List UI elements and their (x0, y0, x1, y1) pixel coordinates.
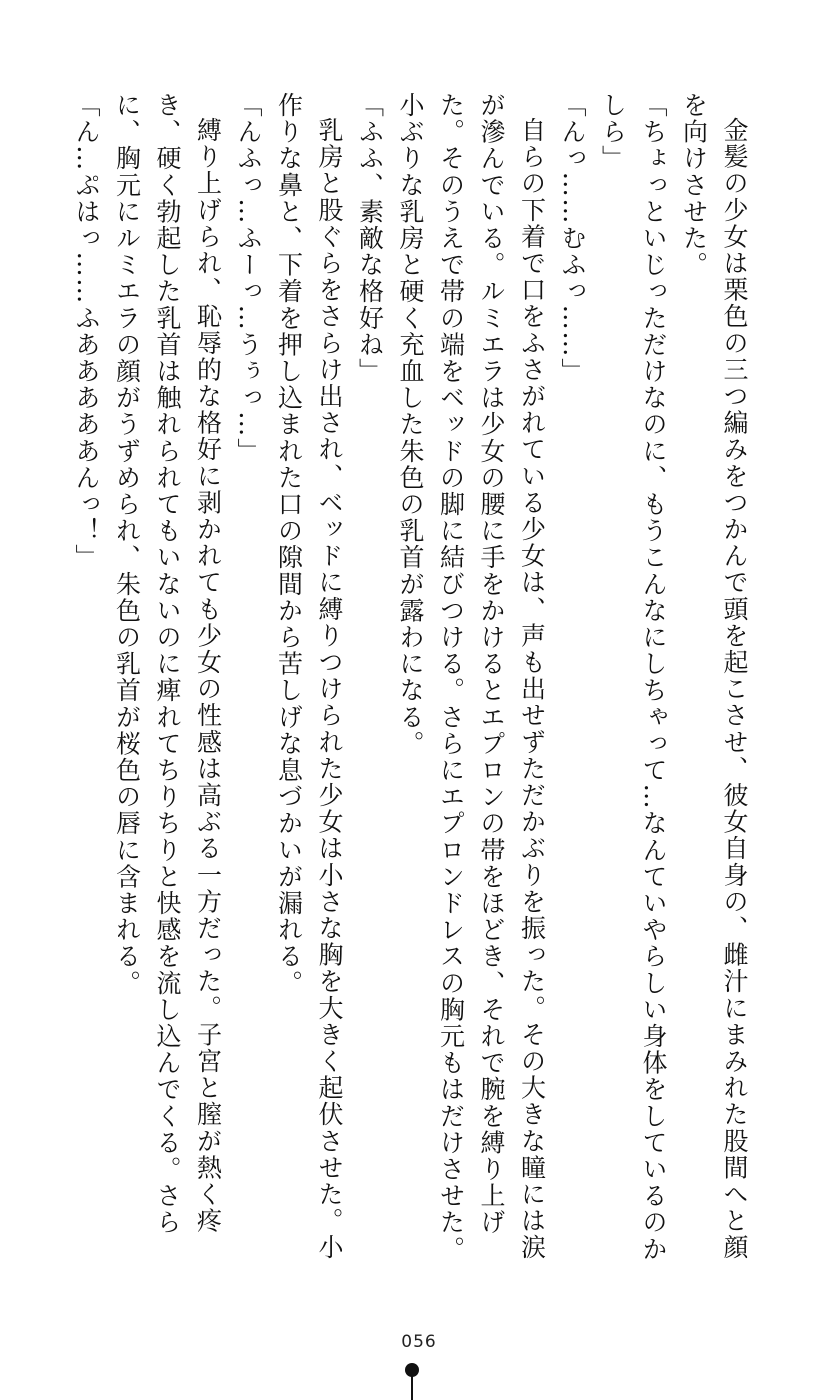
page-number: 056 (401, 1332, 437, 1352)
paragraph-dialogue-5: 「ん…ぷはっ……ふあああああんっ！」 (72, 92, 101, 571)
paragraph-dialogue-3: 「ふふ、素敵な格好ね」 (355, 92, 385, 385)
paragraph-narration-4: 縛り上げられ、恥辱的な格好に剥かれても少女の性感は高ぶる一方だった。子宮と膣が熱く疼き、硬く勃起した乳首は触れられてもいないのに痺れてちりちりと快感を流し込んでくる。さらに、胸元にルミエラの顔がうずめられ、朱色の乳首が桜色の唇に含まれる。 (112, 92, 223, 1236)
vertical-text-block (64, 92, 754, 1272)
paragraph-narration-3: 乳房と股ぐらをさらけ出され、ベッドに縛りつけられた少女は小さな胸を大きく起伏させた。小作りな鼻と、下着を押し込まれた口の隙間から苦しげな息づかいが漏れる。 (274, 92, 344, 1261)
folio-dot-ornament (405, 1363, 419, 1377)
paragraph-narration-1: 金髪の少女は栗色の三つ編みをつかんで頭を起こさせ、彼女自身の、雌汁にまみれた股間へと顔を向けさせた。 (679, 92, 749, 1261)
paragraph-dialogue-1: 「ちょっといじっただけなのに、もうこんなにしちゃって…なんていやらしい身体をしているのかしら」 (598, 92, 668, 1263)
paragraph-dialogue-4: 「んふっ…ふーっ…うぅっ…」 (234, 92, 263, 465)
paragraph-narration-2: 自らの下着で口をふさがれている少女は、声も出せずただかぶりを振った。その大きな瞳には涙が滲んでいる。ルミエラは少女の腰に手をかけるとエプロンの帯をほどき、それで腕を縛り上げた。そのうえで帯の端をベッドの脚に結びつける。さらにエプロンドレスの胸元もはだけさせた。小ぶりな乳房と硬く充血した朱色の乳首が露わになる。 (396, 92, 547, 1263)
paragraph-dialogue-2: 「んっ……むふっ……」 (558, 92, 587, 385)
folio-line-ornament (411, 1376, 413, 1400)
